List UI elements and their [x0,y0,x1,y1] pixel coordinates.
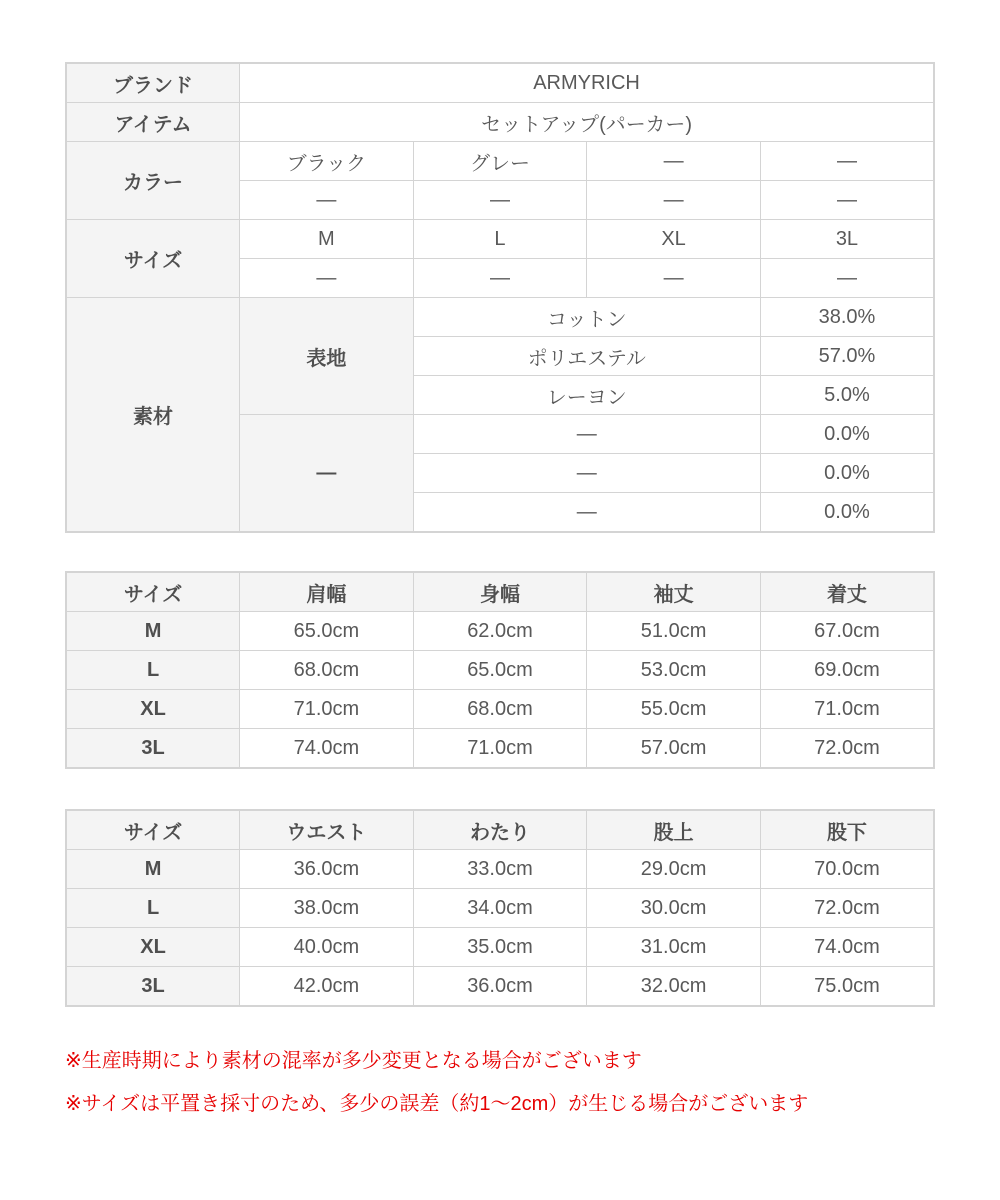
measurement-value: 71.0cm [240,690,414,729]
column-header: ウエスト [240,810,414,850]
measurement-value: 38.0cm [240,889,414,928]
note-material-mixture: ※生産時期により素材の混率が多少変更となる場合がございます [65,1050,642,1072]
size-value: — [413,259,587,298]
size-value: — [587,259,761,298]
measurement-value: 62.0cm [413,612,587,651]
size-row-1 [66,220,934,259]
measurement-value: 65.0cm [240,612,414,651]
material-name: コットン [413,298,760,337]
material-group-label: 表地 [240,298,414,415]
brand-row [66,63,934,103]
tops-row-m [66,612,934,651]
column-header: 袖丈 [587,572,761,612]
material-percent: 0.0% [760,454,934,493]
measurement-value: 29.0cm [587,850,761,889]
column-header: 股上 [587,810,761,850]
color-value: ブラック [240,142,414,181]
product-info-table [65,62,935,533]
size-value: 3L [760,220,934,259]
material-name: — [413,454,760,493]
brand-value: ARMYRICH [240,63,934,103]
material-percent: 38.0% [760,298,934,337]
measurement-value: 69.0cm [760,651,934,690]
color-value: — [413,181,587,220]
tops-header-row [66,572,934,612]
material-percent: 0.0% [760,493,934,533]
brand-label: ブランド [66,63,240,103]
measurement-value: 30.0cm [587,889,761,928]
size-value: M [240,220,414,259]
material-name: ポリエステル [413,337,760,376]
measurement-value: 71.0cm [760,690,934,729]
measurement-value: 34.0cm [413,889,587,928]
tops-row-xl [66,690,934,729]
material-percent: 5.0% [760,376,934,415]
disclaimer-notes [65,1049,935,1116]
size-value: — [240,259,414,298]
bottoms-header-row [66,810,934,850]
measurement-value: 72.0cm [760,889,934,928]
row-size-label: M [66,850,240,889]
row-size-label: 3L [66,967,240,1007]
row-size-label: XL [66,928,240,967]
bottoms-row-xl [66,928,934,967]
column-header: 股下 [760,810,934,850]
item-label: アイテム [66,103,240,142]
measurement-value: 68.0cm [240,651,414,690]
material-label: 素材 [66,298,240,533]
material-name: — [413,493,760,533]
row-size-label: 3L [66,729,240,769]
tops-size-table [65,571,935,769]
material-name: — [413,415,760,454]
material-group-label: — [240,415,414,533]
row-size-label: XL [66,690,240,729]
column-header: サイズ [66,810,240,850]
size-value: L [413,220,587,259]
material-percent: 57.0% [760,337,934,376]
size-value: — [760,259,934,298]
row-size-label: L [66,889,240,928]
measurement-value: 71.0cm [413,729,587,769]
measurement-value: 51.0cm [587,612,761,651]
measurement-value: 36.0cm [413,967,587,1007]
measurement-value: 32.0cm [587,967,761,1007]
column-header: 着丈 [760,572,934,612]
color-label: カラー [66,142,240,220]
column-header: 肩幅 [240,572,414,612]
measurement-value: 55.0cm [587,690,761,729]
measurement-value: 33.0cm [413,850,587,889]
item-value: セットアップ(パーカー) [240,103,934,142]
measurement-value: 74.0cm [240,729,414,769]
size-value: XL [587,220,761,259]
color-row-1 [66,142,934,181]
measurement-value: 53.0cm [587,651,761,690]
measurement-value: 31.0cm [587,928,761,967]
color-value: グレー [413,142,587,181]
measurement-value: 40.0cm [240,928,414,967]
color-value: — [760,142,934,181]
color-value: — [587,181,761,220]
measurement-value: 36.0cm [240,850,414,889]
row-size-label: L [66,651,240,690]
measurement-value: 74.0cm [760,928,934,967]
column-header: 身幅 [413,572,587,612]
measurement-value: 57.0cm [587,729,761,769]
bottoms-row-l [66,889,934,928]
column-header: わたり [413,810,587,850]
size-label: サイズ [66,220,240,298]
measurement-value: 72.0cm [760,729,934,769]
tops-row-l [66,651,934,690]
measurement-value: 75.0cm [760,967,934,1007]
measurement-value: 68.0cm [413,690,587,729]
bottoms-size-table [65,809,935,1007]
color-value: — [587,142,761,181]
row-size-label: M [66,612,240,651]
color-value: — [760,181,934,220]
bottoms-row-m [66,850,934,889]
color-value: — [240,181,414,220]
tops-row-3l [66,729,934,769]
item-row [66,103,934,142]
measurement-value: 67.0cm [760,612,934,651]
measurement-value: 65.0cm [413,651,587,690]
material-row [66,298,934,337]
column-header: サイズ [66,572,240,612]
measurement-value: 70.0cm [760,850,934,889]
material-percent: 0.0% [760,415,934,454]
measurement-value: 35.0cm [413,928,587,967]
material-name: レーヨン [413,376,760,415]
bottoms-row-3l [66,967,934,1007]
measurement-value: 42.0cm [240,967,414,1007]
note-measurement-tolerance: ※サイズは平置き採寸のため、多少の誤差（約1〜2cm）が生じる場合がございます [65,1093,809,1115]
